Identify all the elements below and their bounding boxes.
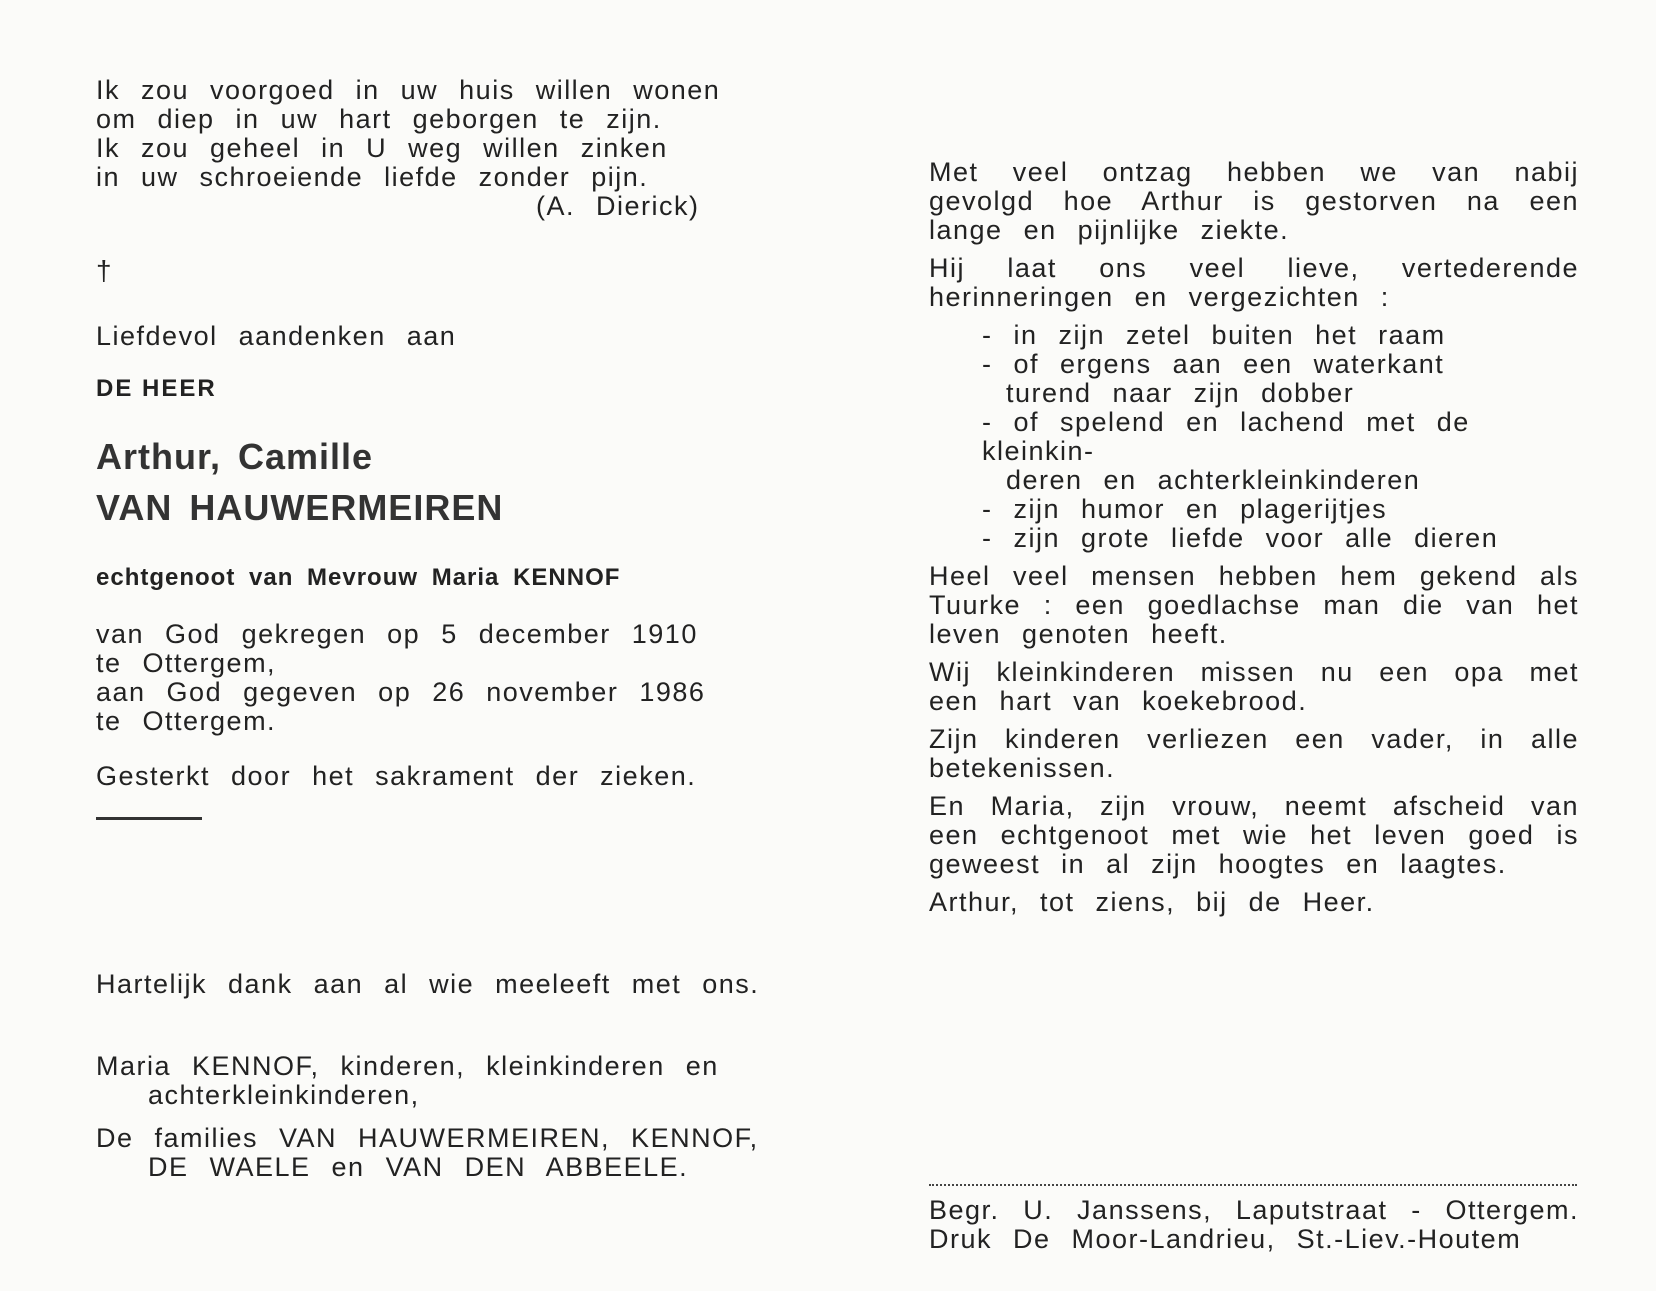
date-line: te Ottergem. [96,706,277,736]
date-line: van God gekregen op 5 december 1910 [96,619,698,649]
thanks-line: Hartelijk dank aan al wie meeleeft met ons. [96,969,760,999]
poem-line: Ik zou voorgoed in uw huis willen wonen [96,75,721,105]
poem-line: Ik zou geheel in U weg willen zinken [96,133,668,163]
eulogy-paragraph: Zijn kinderen verliezen een vader, in alle betekenissen. [929,724,1579,783]
poem-line: in uw schroeiende liefde zonder pijn. [96,162,649,192]
cross-icon: † [96,255,112,286]
list-item: - of ergens aan een waterkant [982,349,1445,379]
eulogy-paragraph: Wij kleinkinderen missen nu een opa met een hart van koekebrood. [929,657,1579,716]
family-line: Maria KENNOF, kinderen, kleinkinderen en [96,1051,719,1081]
family-line: DE WAELE en VAN DEN ABBEELE. [148,1152,689,1182]
eulogy-paragraph: Heel veel mensen hebben hem gekend als Tuurke : een goedlachse man die van het leven genoten heeft. [929,561,1579,649]
eulogy-paragraph: Hij laat ons veel lieve, vertederende herinneringen en vergezichten : [929,253,1579,312]
eulogy-paragraph: En Maria, zijn vrouw, neemt afscheid van een echtgenoot met wie het leven goed is geweest in al zijn hoogtes en laagtes. [929,791,1579,879]
family-line: De families VAN HAUWERMEIREN, KENNOF, [96,1123,759,1153]
list-item: - zijn humor en plagerijtjes [982,494,1388,524]
memories-list [929,321,1579,553]
divider [96,817,202,820]
dotted-divider [929,1184,1577,1186]
poem-attribution: (A. Dierick) [536,191,700,221]
credit-line: Begr. U. Janssens, Laputstraat - Ottergem. [929,1195,1579,1225]
list-item: turend naar zijn dobber [1006,378,1355,408]
memorial-intro: Liefdevol aandenken aan [96,321,457,351]
first-names: Arthur, Camille [96,436,374,477]
spouse-line: echtgenoot van Mevrouw Maria KENNOF [96,564,621,591]
date-line: te Ottergem, [96,648,277,678]
sacrament-line: Gesterkt door het sakrament der zieken. [96,761,697,791]
list-item: deren en achterkleinkinderen [1006,465,1421,495]
list-item: - in zijn zetel buiten het raam [982,320,1446,350]
memorial-title: DE HEER [96,375,217,402]
list-item: - zijn grote liefde voor alle dieren [982,523,1499,553]
eulogy-paragraph: Met veel ontzag hebben we van nabij gevolgd hoe Arthur is gestorven na een lange en pijnlijke ziekte. [929,157,1579,245]
credits [929,1196,1579,1254]
dates-block [96,620,705,736]
surname: VAN HAUWERMEIREN [96,487,504,528]
poem-line: om diep in uw hart geborgen te zijn. [96,104,662,134]
family-block [96,1052,759,1182]
poem [96,76,756,221]
credit-line: Druk De Moor-Landrieu, St.-Liev.-Houtem [929,1224,1522,1254]
date-line: aan God gegeven op 26 november 1986 [96,677,706,707]
eulogy [929,158,1579,926]
family-line: achterkleinkinderen, [148,1080,420,1110]
eulogy-paragraph: Arthur, tot ziens, bij de Heer. [929,887,1375,917]
list-item: - of spelend en lachend met de kleinkin- [982,407,1470,466]
